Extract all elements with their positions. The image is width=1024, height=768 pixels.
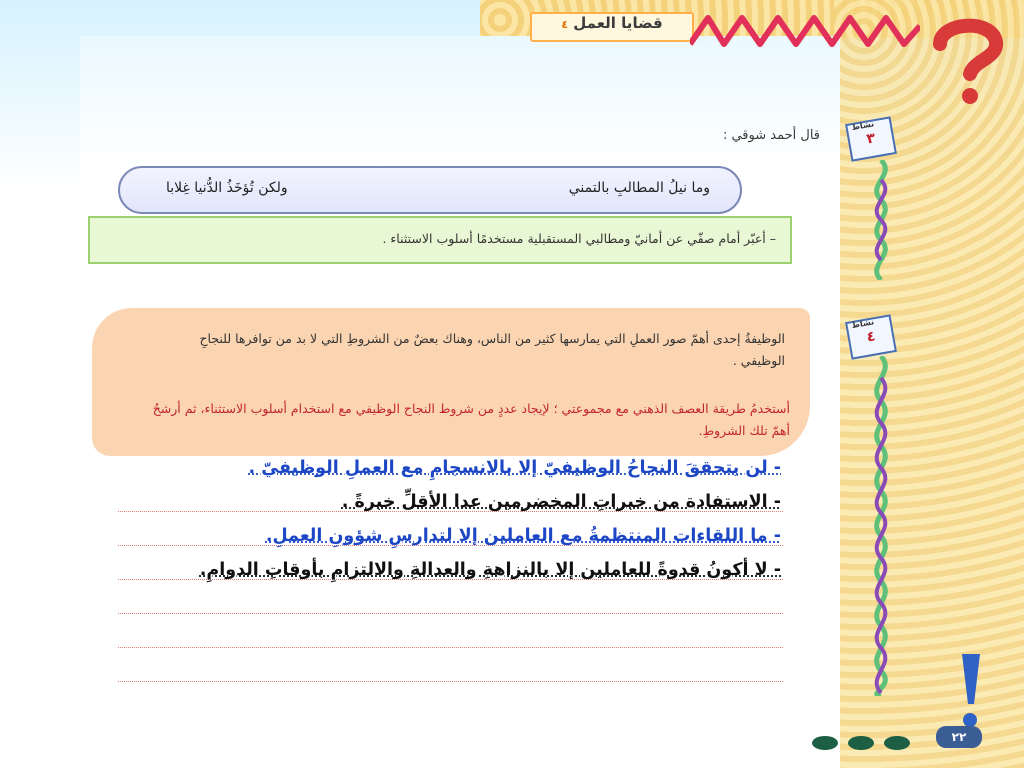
dot-icon — [812, 736, 838, 750]
quote-intro: قال أحمد شوقي : — [722, 128, 820, 143]
answer-line — [118, 560, 783, 614]
task-box — [88, 216, 792, 264]
spiral-ribbon-icon — [866, 160, 896, 280]
activity-card-4 — [845, 314, 897, 359]
decorative-right-border — [834, 0, 1024, 768]
answer-line-empty — [118, 648, 783, 682]
answer-line-empty — [118, 614, 783, 648]
poem-second-hemistich: ولكن تُؤخَذُ الدُّنيا غِلابا — [166, 180, 288, 196]
task-text: – أعبّر أمام صفّي عن أمانيّ ومطالبي المستقبلية مستخدمًا أسلوب الاستثناء . — [382, 231, 776, 246]
activity-card-3-number: ٣ — [865, 130, 877, 148]
answer-text: - ما اللقاءات المنتظمةُ مع العاملين إلا لتدارسِ شؤونِ العملِ. — [265, 526, 781, 546]
dot-icon — [884, 736, 910, 750]
activity-card-3 — [845, 116, 897, 161]
header-title-text: قضايا العمل — [573, 14, 663, 32]
answer-text: - لا أكونُ قدوةً للعاملين إلا بالنزاهةِ والعدالةِ والالتزامِ بأوقاتِ الدوامِ. — [199, 560, 781, 580]
activity-card-4-number: ٤ — [865, 328, 877, 346]
activity-card-4-caption: نشاط — [850, 317, 875, 331]
instruction-paragraph: أستخدمُ طريقة العصف الذهني مع مجموعتي ؛ لإيجاد عددٍ من شروط النجاح الوظيفي مع استخدام أسلوب الاستثناء، ثم أرشحُ أهمّ تلك الشروطِ. — [152, 401, 790, 438]
poem-banner — [118, 166, 742, 214]
dot-icon — [848, 736, 874, 750]
activity-card-3-caption: نشاط — [850, 119, 875, 133]
zigzag-decoration-icon — [690, 10, 920, 52]
header-unit-number: ٤ — [561, 18, 569, 31]
spiral-ribbon-long-icon — [866, 356, 896, 696]
question-mark-icon — [930, 16, 1010, 106]
answer-text: - الاستفادة من خبراتِ المخضرمين عدا الأقلِّ خبرةً . — [341, 492, 781, 512]
answer-lines — [118, 458, 783, 682]
decorative-dots — [812, 735, 920, 754]
answer-text: - لن يتحققَ النجاحُ الوظيفيّ إلا بالانسجامِ مع العملِ الوظيفيّ . — [248, 458, 781, 478]
exclamation-mark-icon — [950, 650, 990, 730]
header-title — [530, 12, 694, 42]
intro-paragraph: الوظيفةُ إحدى أهمّ صور العملِ التي يمارسها كثير من الناس، وهناك بعضٌ من الشروطِ التي لا بد من توافرها للنجاحِ الوظيفي . — [199, 331, 785, 368]
page-number: ٢٢ — [936, 726, 982, 748]
poem-first-hemistich: وما نيلُ المطالبِ بالتمني — [568, 180, 710, 196]
